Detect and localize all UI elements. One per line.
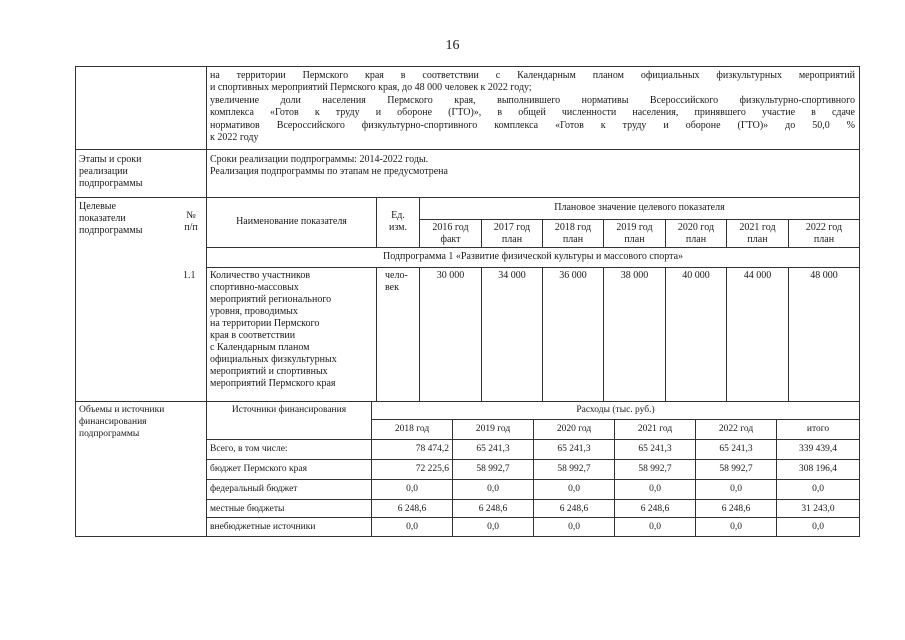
indicator-name-line: края в соответствии bbox=[210, 330, 296, 341]
financing-col-header: итого bbox=[806, 424, 830, 434]
page-number: 16 bbox=[445, 38, 460, 53]
year-header: 2018 год bbox=[554, 222, 592, 233]
financing-col-header: 2019 год bbox=[475, 424, 511, 434]
goal-text-line: и спортивных мероприятий Пермского края, до 48 000 человек к 2022 году; bbox=[210, 82, 532, 93]
financing-value: 0,0 bbox=[568, 522, 580, 532]
financing-row-name: бюджет Пермского края bbox=[210, 464, 307, 474]
year-header: 2022 год bbox=[805, 222, 843, 233]
year-kind: план bbox=[685, 234, 707, 245]
year-header: 2017 год bbox=[493, 222, 531, 233]
indicator-value: 34 000 bbox=[498, 270, 526, 281]
year-header: 2019 год bbox=[616, 222, 653, 233]
sources-header: Источники финансирования bbox=[231, 405, 347, 415]
indicator-unit: век bbox=[385, 282, 399, 293]
row-divider bbox=[206, 247, 859, 248]
goal-text-line: комплекса «Готов к труду и обороне (ГТО)», в общей численности населения, принявшего участие в сдаче bbox=[210, 107, 855, 118]
financing-value: 6 248,6 bbox=[478, 504, 508, 514]
col-divider bbox=[776, 419, 777, 536]
goal-text-line: увеличение доли населения Пермского края, выполнившего нормативы Всероссийского физкультурно-спортивного bbox=[210, 95, 855, 106]
indicator-value: 44 000 bbox=[743, 270, 772, 281]
subprogram-title: Подпрограмма 1 «Развитие физической культуры и массового спорта» bbox=[382, 251, 684, 262]
stages-text: Реализация подпрограммы по этапам не предусмотрена bbox=[210, 166, 448, 177]
indicator-value: 36 000 bbox=[559, 270, 587, 281]
indicator-name-line: с Календарным планом bbox=[210, 342, 310, 353]
financing-value: 0,0 bbox=[568, 484, 580, 494]
stages-label: реализации bbox=[79, 166, 128, 177]
financing-value: 31 243,0 bbox=[801, 504, 835, 514]
year-header: 2020 год bbox=[677, 222, 715, 233]
indicators-label: показатели bbox=[79, 213, 126, 224]
num-header: п/п bbox=[184, 222, 198, 233]
unit-header: изм. bbox=[389, 222, 407, 233]
col-divider bbox=[542, 267, 543, 401]
indicators-label: подпрограммы bbox=[79, 225, 143, 236]
financing-label: подпрограммы bbox=[79, 429, 140, 439]
financing-value: 65 241,3 bbox=[476, 444, 510, 454]
indicator-name-line: спортивно-массовых bbox=[210, 282, 299, 293]
goal-text-line: нормативов Всероссийского физкультурно-спортивного комплекса «Готов к труду и обороне (ГТО)» до 50,0 % bbox=[210, 120, 855, 131]
stages-label: подпрограммы bbox=[79, 178, 143, 189]
financing-value: 65 241,3 bbox=[557, 444, 591, 454]
financing-value: 65 241,3 bbox=[638, 444, 672, 454]
financing-row-name: внебюджетные источники bbox=[210, 522, 316, 532]
indicator-name-line: уровня, проводимых bbox=[210, 306, 298, 317]
financing-value: 308 196,4 bbox=[799, 464, 837, 474]
col-divider bbox=[452, 419, 453, 536]
indicator-name-line: официальных физкультурных bbox=[210, 354, 337, 365]
financing-value: 0,0 bbox=[812, 484, 824, 494]
expenses-header: Расходы (тыс. руб.) bbox=[576, 405, 655, 415]
row-divider bbox=[206, 267, 859, 268]
col-divider bbox=[481, 267, 482, 401]
financing-value: 0,0 bbox=[730, 522, 742, 532]
financing-row-name: федеральный бюджет bbox=[210, 484, 298, 494]
financing-value: 6 248,6 bbox=[721, 504, 751, 514]
year-kind: план bbox=[624, 234, 645, 245]
plan-header: Плановое значение целевого показателя bbox=[554, 202, 725, 213]
col-divider bbox=[726, 267, 727, 401]
indicators-label: Целевые bbox=[79, 201, 116, 212]
financing-value: 6 248,6 bbox=[559, 504, 589, 514]
unit-header: Ед. bbox=[391, 210, 405, 221]
col-divider bbox=[614, 419, 615, 536]
financing-value: 0,0 bbox=[406, 522, 418, 532]
col-divider bbox=[533, 419, 534, 536]
financing-value: 78 474,2 bbox=[415, 444, 449, 454]
indicator-name-line: мероприятий и спортивных bbox=[210, 366, 328, 377]
financing-value: 0,0 bbox=[487, 522, 499, 532]
financing-value: 0,0 bbox=[730, 484, 742, 494]
goal-text-line: на территории Пермского края в соответствии с Календарным планом официальных физкультурных мероприятий bbox=[210, 70, 855, 81]
row-divider bbox=[76, 149, 859, 150]
year-kind: план bbox=[562, 234, 584, 245]
financing-value: 0,0 bbox=[812, 522, 824, 532]
row-divider bbox=[76, 197, 859, 198]
financing-value: 6 248,6 bbox=[640, 504, 670, 514]
financing-label: Объемы и источники bbox=[79, 405, 165, 415]
indicator-num: 1.1 bbox=[183, 270, 196, 281]
indicator-name-line: Количество участников bbox=[210, 270, 311, 281]
col-divider bbox=[695, 419, 696, 536]
stages-text: Сроки реализации подпрограммы: 2014-2022 годы. bbox=[210, 154, 429, 165]
financing-value: 58 992,7 bbox=[638, 464, 672, 474]
financing-value: 58 992,7 bbox=[476, 464, 510, 474]
financing-value: 65 241,3 bbox=[719, 444, 753, 454]
col-divider bbox=[206, 67, 207, 536]
col-divider bbox=[603, 267, 604, 401]
year-header: 2021 год bbox=[739, 222, 776, 233]
financing-row-name: местные бюджеты bbox=[210, 504, 285, 514]
col-divider bbox=[665, 267, 666, 401]
passport-table bbox=[75, 66, 860, 537]
financing-value: 58 992,7 bbox=[557, 464, 591, 474]
financing-value: 6 248,6 bbox=[397, 504, 427, 514]
financing-value: 72 225,6 bbox=[415, 464, 449, 474]
financing-value: 0,0 bbox=[406, 484, 418, 494]
stages-label: Этапы и сроки bbox=[79, 154, 142, 165]
indicator-name-line: на территории Пермского bbox=[210, 318, 320, 329]
year-kind: план bbox=[813, 234, 835, 245]
year-kind: план bbox=[747, 234, 768, 245]
indicator-unit: чело- bbox=[385, 270, 408, 281]
num-header: № bbox=[186, 210, 196, 221]
col-divider bbox=[788, 267, 789, 401]
row-divider bbox=[76, 401, 859, 402]
col-divider bbox=[376, 267, 377, 401]
financing-value: 339 439,4 bbox=[799, 444, 837, 454]
financing-col-header: 2021 год bbox=[637, 424, 673, 434]
indicator-value: 40 000 bbox=[682, 270, 710, 281]
indicator-name-line: мероприятий Пермского края bbox=[210, 378, 336, 389]
goal-text-line: к 2022 году bbox=[210, 132, 259, 143]
indicator-value: 48 000 bbox=[810, 270, 838, 281]
row-divider bbox=[419, 219, 859, 220]
year-header: 2016 год bbox=[432, 222, 469, 233]
financing-col-header: 2022 год bbox=[718, 424, 754, 434]
year-kind: факт bbox=[440, 234, 461, 245]
indicator-value: 38 000 bbox=[620, 270, 649, 281]
row-divider bbox=[371, 419, 859, 420]
financing-col-header: 2018 год bbox=[394, 424, 430, 434]
financing-row-name: Всего, в том числе: bbox=[210, 444, 288, 454]
financing-value: 0,0 bbox=[649, 484, 661, 494]
year-kind: план bbox=[501, 234, 523, 245]
financing-label: финансирования bbox=[79, 417, 147, 427]
financing-value: 58 992,7 bbox=[719, 464, 753, 474]
financing-value: 0,0 bbox=[487, 484, 499, 494]
indicator-name-line: мероприятий регионального bbox=[210, 294, 332, 305]
col-divider bbox=[419, 267, 420, 401]
financing-value: 0,0 bbox=[649, 522, 661, 532]
financing-col-header: 2020 год bbox=[556, 424, 592, 434]
indicator-value: 30 000 bbox=[436, 270, 465, 281]
name-header: Наименование показателя bbox=[236, 216, 347, 227]
